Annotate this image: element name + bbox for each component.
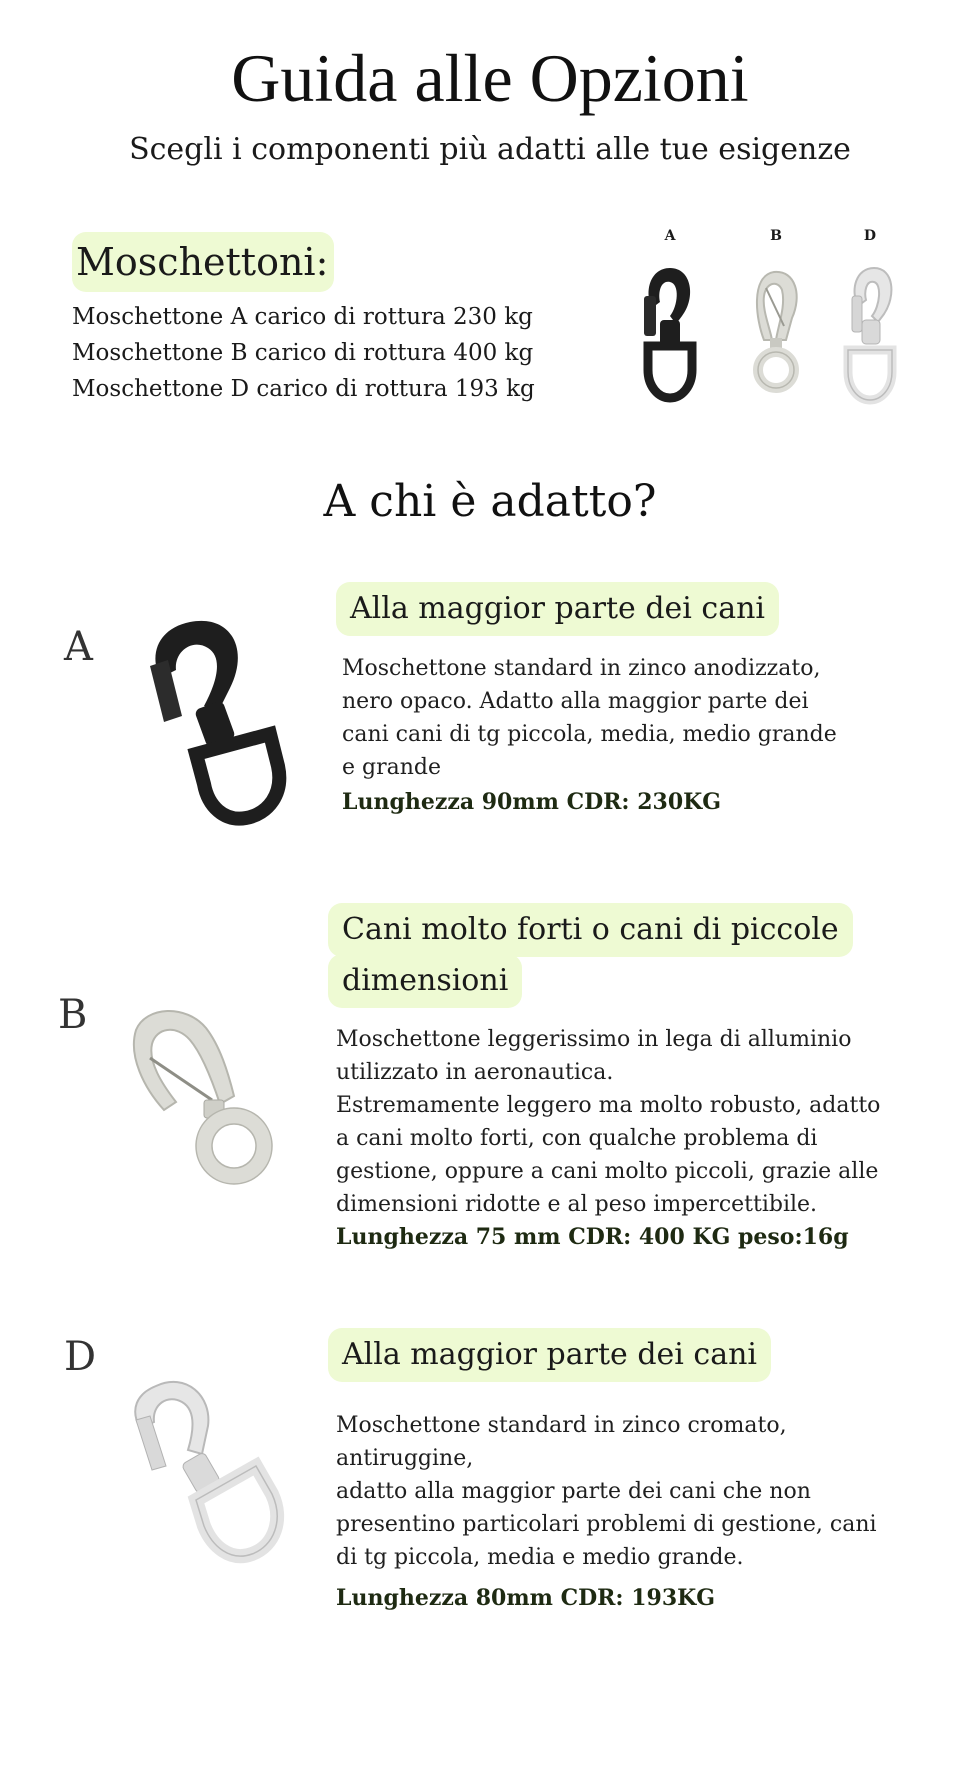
option-a-description [342, 652, 837, 784]
option-b-letter: B [58, 992, 88, 1038]
option-d-specs: Lunghezza 80mm CDR: 193KG [336, 1585, 716, 1611]
option-d-desc-line: adatto alla maggior parte dei cani che non [336, 1479, 811, 1504]
carabiner-a-image [120, 608, 300, 828]
option-b-desc-line: a cani molto forti, con qualche problema di [336, 1126, 818, 1151]
option-d-desc-line: antiruggine, [336, 1446, 474, 1471]
option-a-desc-line: nero opaco. Adatto alla maggior parte dei [342, 689, 809, 714]
option-d-title: Alla maggior parte dei cani [328, 1328, 771, 1382]
option-b-desc-line: utilizzato in aeronautica. [336, 1060, 614, 1085]
option-d-desc-line: Moschettone standard in zinco cromato, [336, 1413, 787, 1438]
thumb-label-a: A [664, 228, 676, 244]
option-b-title-line-1: Cani molto forti o cani di piccole [328, 903, 853, 957]
option-a-desc-line: cani cani di tg piccola, media, medio grande [342, 722, 837, 747]
summary-row-b: Moschettone B carico di rottura 400 kg [72, 340, 534, 366]
summary-row-a: Moschettone A carico di rottura 230 kg [72, 304, 533, 330]
option-a-desc-line: e grande [342, 755, 441, 780]
page-title: Guida alle Opzioni [231, 40, 749, 116]
option-d-description [336, 1409, 877, 1574]
option-d-letter: D [64, 1334, 97, 1380]
thumb-label-d: D [863, 228, 877, 244]
summary-row-d: Moschettone D carico di rottura 193 kg [72, 376, 535, 402]
option-b-desc-line: Moschettone leggerissimo in lega di alluminio [336, 1027, 852, 1052]
option-b-desc-line: Estremamente leggero ma molto robusto, adatto [336, 1093, 881, 1118]
option-d-desc-line: presentino particolari problemi di gestione, cani [336, 1512, 877, 1537]
carabiner-a-thumb-image [630, 258, 710, 408]
option-a-letter: A [64, 624, 93, 670]
carabiner-b-thumb-image [736, 266, 816, 406]
option-a-desc-line: Moschettone standard in zinco anodizzato, [342, 656, 821, 681]
option-b-desc-line: gestione, oppure a cani molto piccoli, grazie alle [336, 1159, 879, 1184]
option-a-specs: Lunghezza 90mm CDR: 230KG [342, 789, 722, 815]
page-subtitle: Scegli i componenti più adatti alle tue esigenze [129, 132, 851, 167]
option-b-desc-line: dimensioni ridotte e al peso impercettibile. [336, 1192, 818, 1217]
carabiner-b-image [116, 1000, 296, 1200]
option-b-description [336, 1023, 880, 1221]
option-b-specs: Lunghezza 75 mm CDR: 400 KG peso:16g [336, 1224, 849, 1250]
option-a-title: Alla maggior parte dei cani [336, 582, 779, 636]
option-d-desc-line: di tg piccola, media e medio grande. [336, 1545, 744, 1570]
summary-heading: Moschettoni: [72, 232, 334, 292]
option-b-title-line-2: dimensioni [328, 954, 522, 1008]
carabiner-d-thumb-image [830, 260, 910, 410]
section-title: A chi è adatto? [323, 476, 657, 527]
carabiner-d-image [116, 1370, 296, 1570]
thumb-label-b: B [770, 228, 782, 244]
